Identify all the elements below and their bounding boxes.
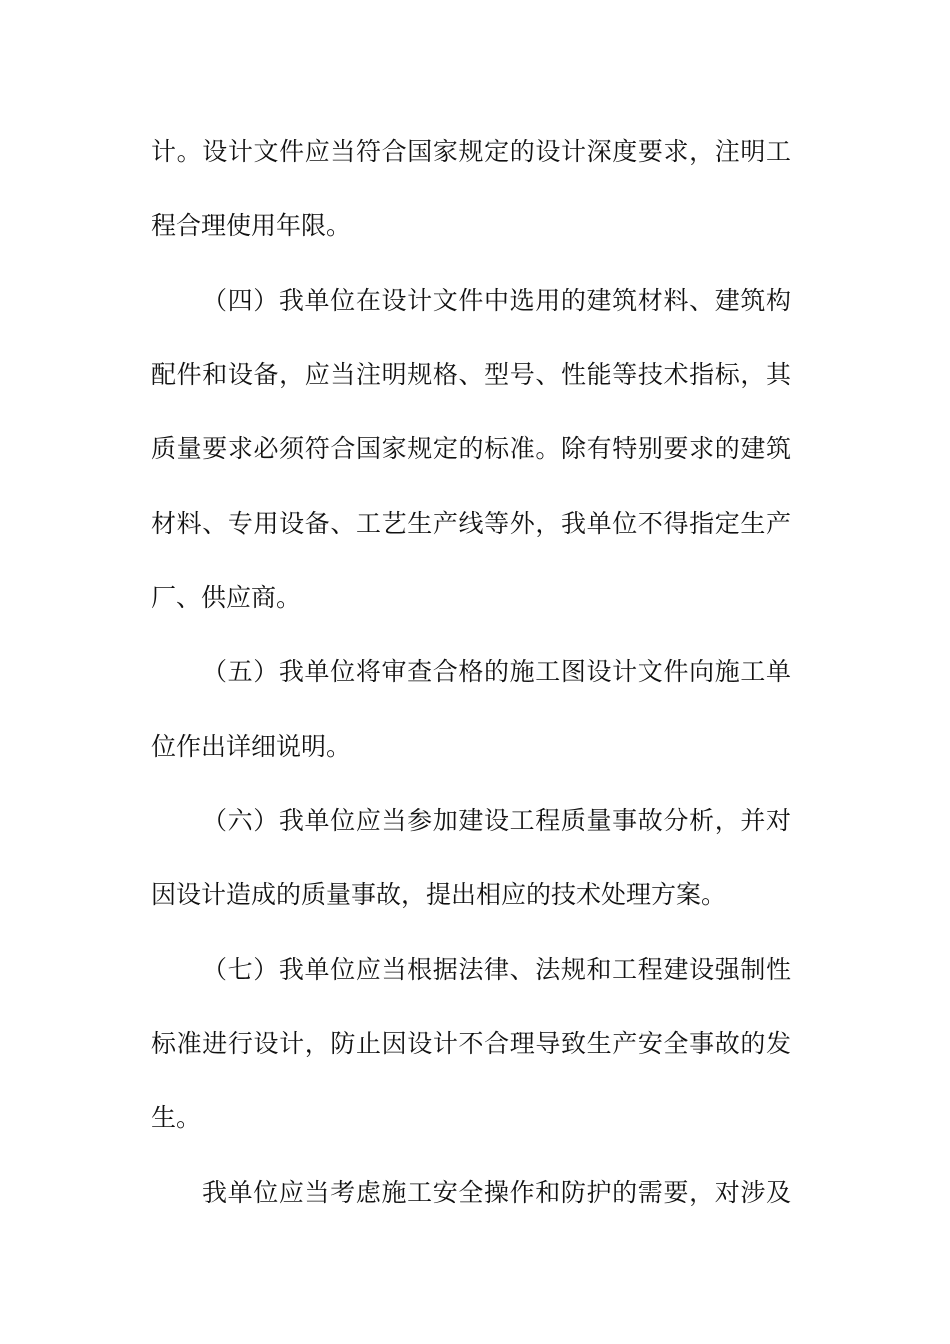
text-line: 生。 xyxy=(151,1103,202,1132)
text-line: （六）我单位应当参加建设工程质量事故分析，并对 xyxy=(202,806,791,835)
text-line: 我单位应当考虑施工安全操作和防护的需要，对涉及 xyxy=(202,1178,791,1207)
text-line: 标准进行设计，防止因设计不合理导致生产安全事故的发 xyxy=(151,1029,791,1058)
text-line: （七）我单位应当根据法律、法规和工程建设强制性 xyxy=(202,955,791,984)
text-line: 因设计造成的质量事故，提出相应的技术处理方案。 xyxy=(151,880,727,909)
text-line: 位作出详细说明。 xyxy=(151,732,352,761)
text-line: 计。设计文件应当符合国家规定的设计深度要求，注明工 xyxy=(151,137,791,166)
text-line: 厂、供应商。 xyxy=(151,583,302,612)
text-line: 材料、专用设备、工艺生产线等外，我单位不得指定生产 xyxy=(151,509,791,538)
text-line: 程合理使用年限。 xyxy=(151,211,352,240)
text-line: 质量要求必须符合国家规定的标准。除有特别要求的建筑 xyxy=(151,434,791,463)
text-line: （四）我单位在设计文件中选用的建筑材料、建筑构 xyxy=(202,286,791,315)
text-line: （五）我单位将审查合格的施工图设计文件向施工单 xyxy=(202,657,791,686)
text-line: 配件和设备，应当注明规格、型号、性能等技术指标，其 xyxy=(151,360,791,389)
